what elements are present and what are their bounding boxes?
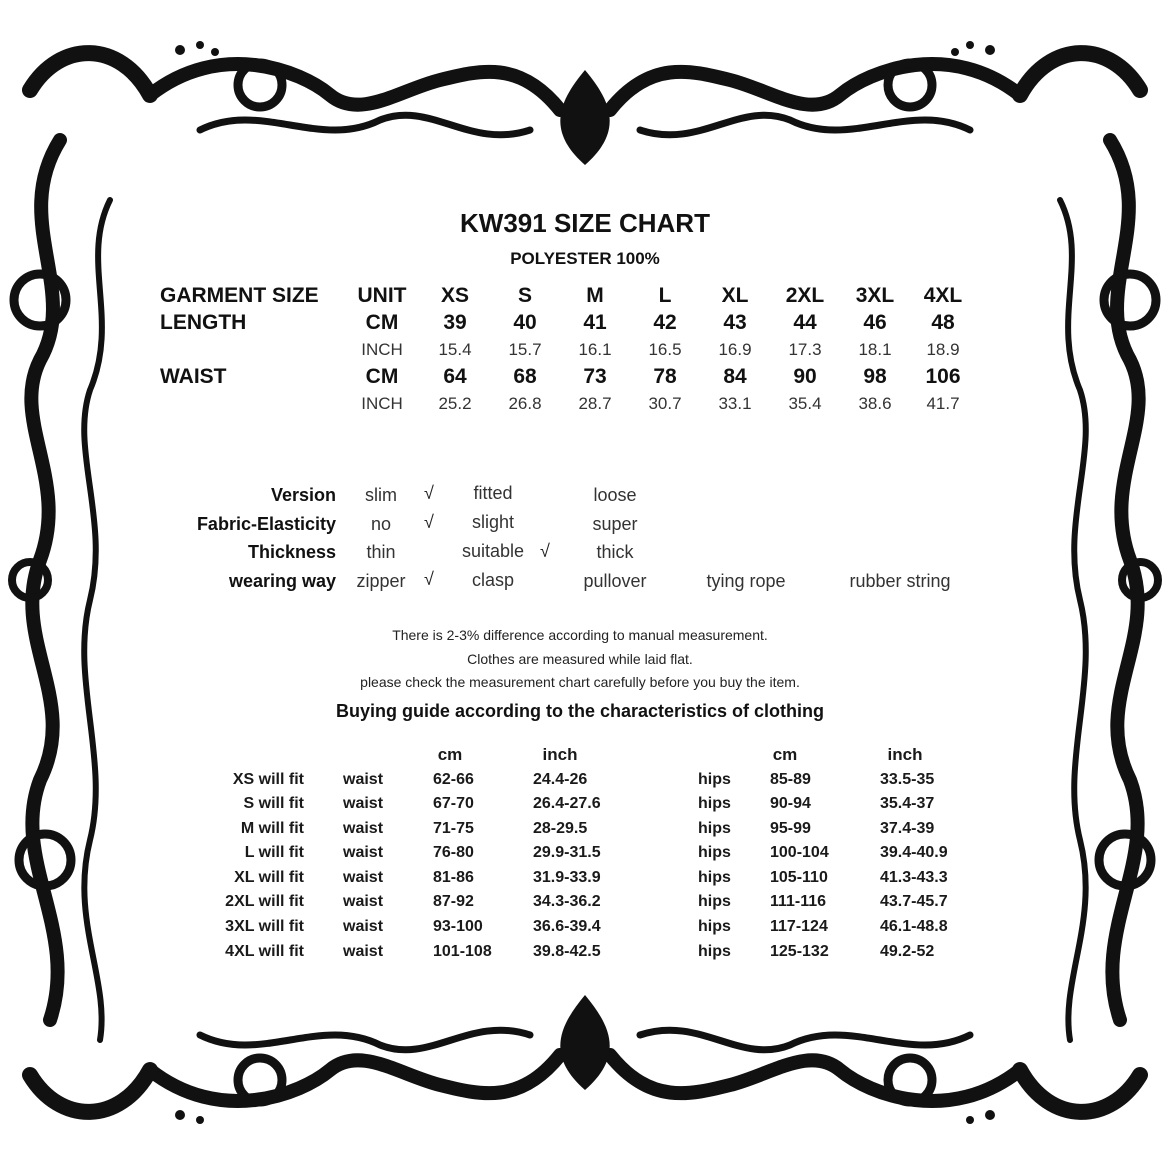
length-cm-m: 41 xyxy=(583,311,607,334)
hips-cm: 105-110 xyxy=(770,869,828,886)
waist-label: waist xyxy=(343,869,384,886)
waist-inch: 28-29.5 xyxy=(533,820,588,837)
waist-cm: 62-66 xyxy=(433,771,474,788)
hips-cm: 95-99 xyxy=(770,820,811,837)
length-inch-m: 16.1 xyxy=(578,340,612,359)
hips-label: hips xyxy=(698,771,731,788)
note-check-chart: please check the measurement chart carefully before you buy the item. xyxy=(360,674,800,690)
waist-inch-m: 28.7 xyxy=(578,394,612,413)
option-no: no xyxy=(370,514,392,534)
length-inch-3xl: 18.1 xyxy=(858,340,892,359)
length-inch-s: 15.7 xyxy=(508,340,542,359)
hips-label: hips xyxy=(698,893,731,910)
option-slim: slim xyxy=(365,485,397,505)
waist-inch-header: inch xyxy=(542,745,578,764)
fit-label: 4XL will fit xyxy=(225,943,304,960)
waist-cm: 76-80 xyxy=(433,844,474,861)
waist-inch-l: 30.7 xyxy=(648,394,682,413)
hips-inch: 43.7-45.7 xyxy=(880,893,948,910)
waist-cm: 81-86 xyxy=(433,869,474,886)
header-size-2xl: 2XL xyxy=(785,284,825,307)
length-cm-xs: 39 xyxy=(443,311,467,334)
waist-cm-header: cm xyxy=(437,745,463,764)
attr-label-thickness: Thickness xyxy=(247,542,336,562)
length-cm-2xl: 44 xyxy=(793,311,817,334)
waist-inch: 24.4-26 xyxy=(533,771,588,788)
check-mark-icon: √ xyxy=(424,483,434,503)
waist-cm-4xl: 106 xyxy=(925,365,961,388)
hips-cm: 125-132 xyxy=(770,943,829,960)
option-clasp: clasp xyxy=(471,570,515,590)
header-unit: UNIT xyxy=(357,284,407,307)
option-loose: loose xyxy=(593,485,637,505)
hips-cm-header: cm xyxy=(772,745,798,764)
row-label-length: LENGTH xyxy=(160,311,247,334)
waist-inch: 26.4-27.6 xyxy=(533,795,601,812)
hips-label: hips xyxy=(698,869,731,886)
page-title: KW391 SIZE CHART xyxy=(460,208,710,238)
waist-cm: 93-100 xyxy=(433,918,483,935)
waist-label: waist xyxy=(343,771,384,788)
waist-inch: 34.3-36.2 xyxy=(533,893,601,910)
fit-label: 3XL will fit xyxy=(225,918,304,935)
waist-label: waist xyxy=(343,918,384,935)
hips-label: hips xyxy=(698,820,731,837)
fit-label: S will fit xyxy=(243,795,304,812)
waist-label: waist xyxy=(343,820,384,837)
attr-label-version: Version xyxy=(270,485,336,505)
attr-label-wearing-way: wearing way xyxy=(228,571,336,591)
note-measurement-difference: There is 2-3% difference according to manual measurement. xyxy=(392,627,768,643)
length-cm-l: 42 xyxy=(653,311,677,334)
option-thick: thick xyxy=(596,542,634,562)
waist-inch-s: 26.8 xyxy=(508,394,542,413)
hips-label: hips xyxy=(698,844,731,861)
length-cm-s: 40 xyxy=(513,311,537,334)
option-pullover: pullover xyxy=(583,571,647,591)
length-inch-l: 16.5 xyxy=(648,340,682,359)
hips-inch: 37.4-39 xyxy=(880,820,935,837)
waist-cm-l: 78 xyxy=(653,365,677,388)
header-size-xs: XS xyxy=(440,284,469,307)
waist-inch-2xl: 35.4 xyxy=(788,394,822,413)
unit-cm: CM xyxy=(365,311,399,334)
length-inch-xs: 15.4 xyxy=(438,340,472,359)
hips-cm: 117-124 xyxy=(770,918,828,935)
option-slight: slight xyxy=(471,512,515,532)
waist-label: waist xyxy=(343,844,384,861)
unit-inch: INCH xyxy=(361,394,403,413)
option-fitted: fitted xyxy=(473,483,513,503)
length-cm-xl: 43 xyxy=(723,311,747,334)
attr-label-fabric-elasticity: Fabric-Elasticity xyxy=(196,514,336,534)
waist-cm-2xl: 90 xyxy=(793,365,817,388)
header-garment-size: GARMENT SIZE xyxy=(160,284,319,307)
hips-inch: 33.5-35 xyxy=(880,771,935,788)
option-rubber-string: rubber string xyxy=(849,571,951,591)
length-inch-4xl: 18.9 xyxy=(926,340,960,359)
waist-cm-3xl: 98 xyxy=(863,365,887,388)
waist-inch: 29.9-31.5 xyxy=(533,844,601,861)
hips-label: hips xyxy=(698,795,731,812)
option-suitable: suitable xyxy=(461,541,525,561)
buying-guide-title: Buying guide according to the characteristics of clothing xyxy=(335,701,825,721)
waist-inch: 31.9-33.9 xyxy=(533,869,601,886)
waist-cm-xl: 84 xyxy=(723,365,747,388)
option-super: super xyxy=(592,514,638,534)
waist-inch-xl: 33.1 xyxy=(718,394,752,413)
waist-inch: 39.8-42.5 xyxy=(533,943,601,960)
hips-cm: 111-116 xyxy=(770,893,827,910)
material-subtitle: POLYESTER 100% xyxy=(510,249,660,268)
hips-label: hips xyxy=(698,943,731,960)
hips-label: hips xyxy=(698,918,731,935)
waist-label: waist xyxy=(343,893,384,910)
header-size-m: M xyxy=(586,284,604,307)
waist-cm-xs: 64 xyxy=(443,365,467,388)
waist-cm: 87-92 xyxy=(433,893,474,910)
header-size-xl: XL xyxy=(721,284,749,307)
waist-cm: 67-70 xyxy=(433,795,474,812)
fit-label: XL will fit xyxy=(234,869,304,886)
waist-cm-s: 68 xyxy=(513,365,537,388)
waist-cm-m: 73 xyxy=(583,365,607,388)
header-size-s: S xyxy=(517,284,532,307)
waist-cm: 71-75 xyxy=(433,820,474,837)
waist-inch-xs: 25.2 xyxy=(438,394,472,413)
waist-inch-4xl: 41.7 xyxy=(926,394,960,413)
hips-inch: 39.4-40.9 xyxy=(880,844,948,861)
hips-cm: 90-94 xyxy=(770,795,811,812)
fit-label: XS will fit xyxy=(232,771,304,788)
unit-cm: CM xyxy=(365,365,399,388)
fit-label: L will fit xyxy=(244,844,304,861)
note-laid-flat: Clothes are measured while laid flat. xyxy=(467,651,693,667)
waist-inch-3xl: 38.6 xyxy=(858,394,892,413)
check-mark-icon: √ xyxy=(540,541,550,561)
waist-label: waist xyxy=(343,795,384,812)
length-cm-3xl: 46 xyxy=(863,311,887,334)
header-size-4xl: 4XL xyxy=(923,284,963,307)
unit-inch: INCH xyxy=(361,340,403,359)
hips-inch: 41.3-43.3 xyxy=(880,869,948,886)
hips-cm: 85-89 xyxy=(770,771,811,788)
option-zipper: zipper xyxy=(356,571,406,591)
header-size-3xl: 3XL xyxy=(855,284,895,307)
length-inch-xl: 16.9 xyxy=(718,340,752,359)
option-thin: thin xyxy=(366,542,396,562)
fit-label: M will fit xyxy=(240,820,304,837)
check-mark-icon: √ xyxy=(424,569,434,589)
hips-inch: 35.4-37 xyxy=(880,795,935,812)
fit-label: 2XL will fit xyxy=(225,893,304,910)
length-inch-2xl: 17.3 xyxy=(788,340,822,359)
hips-inch-header: inch xyxy=(887,745,923,764)
check-mark-icon: √ xyxy=(424,512,434,532)
hips-cm: 100-104 xyxy=(770,844,829,861)
row-label-waist: WAIST xyxy=(160,365,227,388)
option-tying-rope: tying rope xyxy=(706,571,786,591)
header-size-l: L xyxy=(658,284,672,307)
waist-inch: 36.6-39.4 xyxy=(533,918,601,935)
length-cm-4xl: 48 xyxy=(931,311,955,334)
waist-cm: 101-108 xyxy=(433,943,492,960)
hips-inch: 46.1-48.8 xyxy=(880,918,948,935)
waist-label: waist xyxy=(343,943,384,960)
hips-inch: 49.2-52 xyxy=(880,943,935,960)
